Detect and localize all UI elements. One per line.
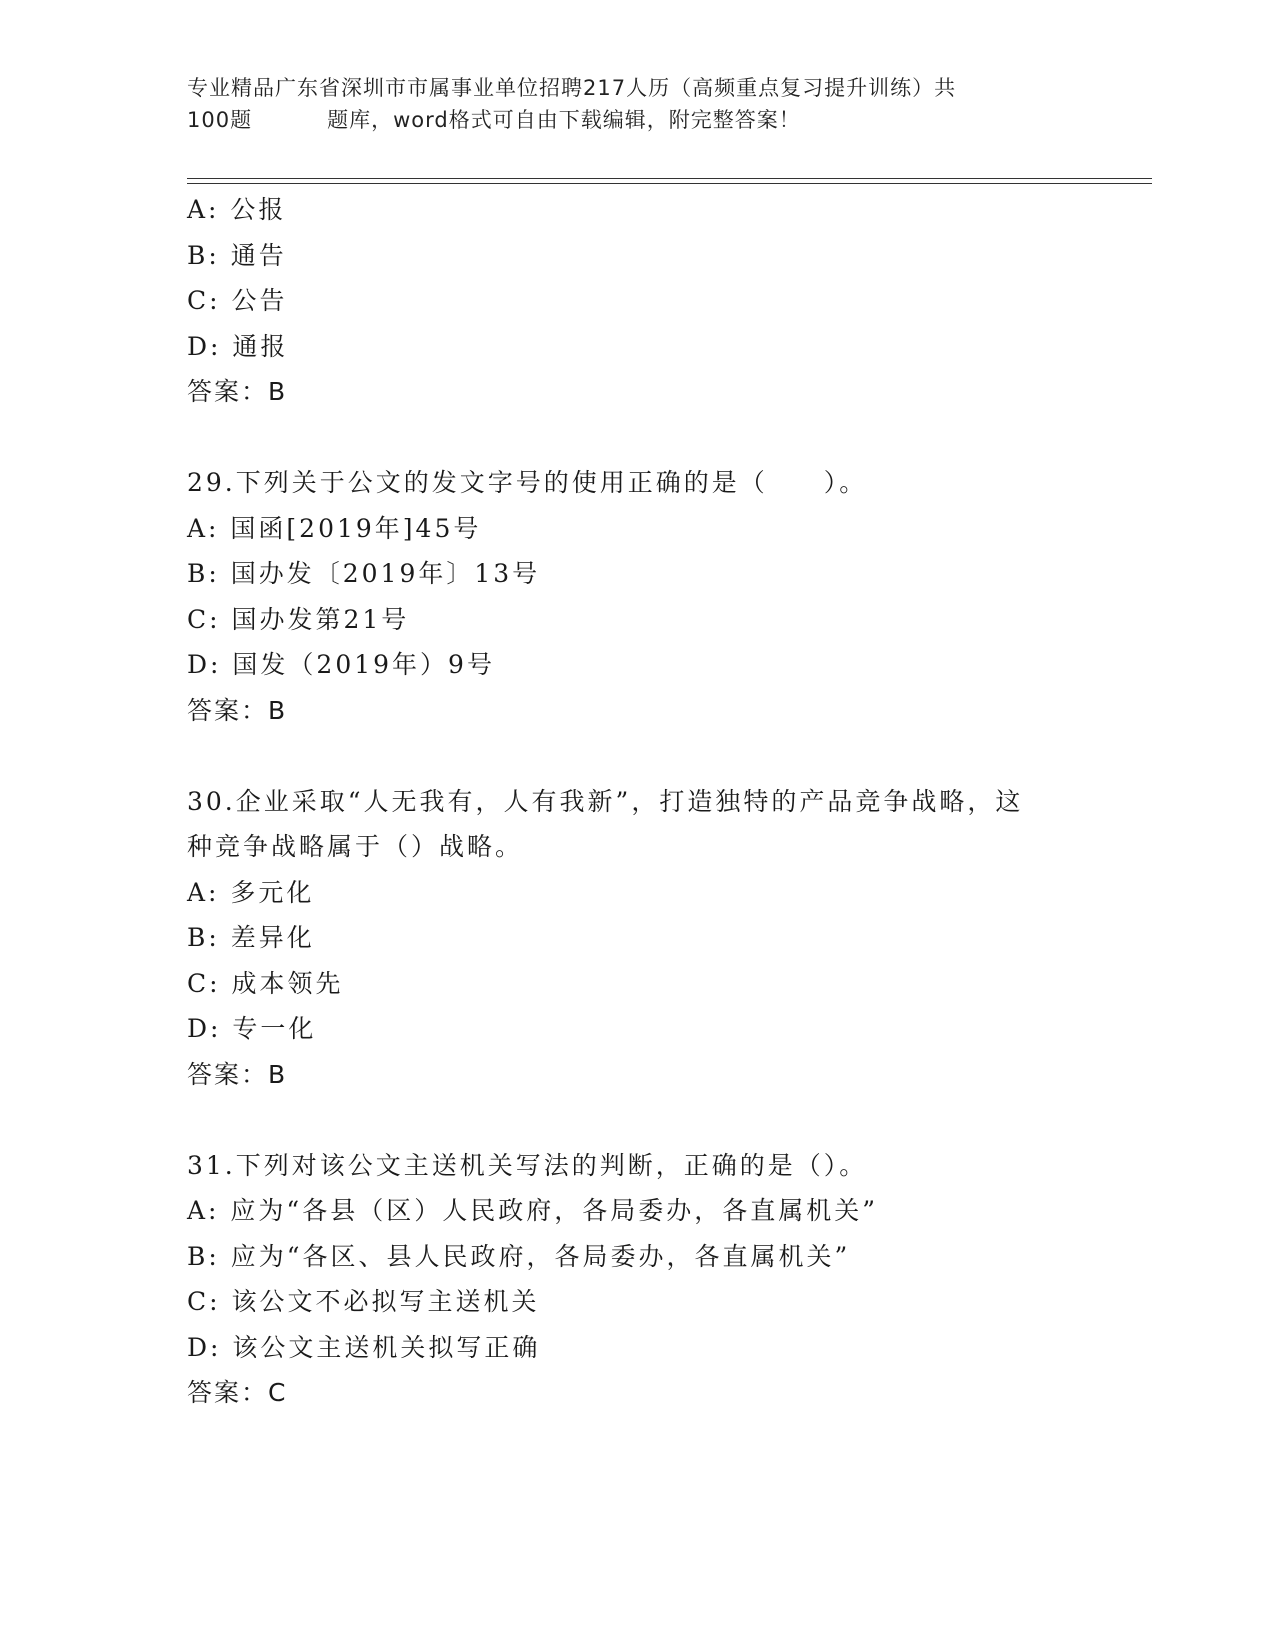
question-30-text-line2: 种竞争战略属于（）战略。 bbox=[187, 832, 524, 861]
question-30-option-c: C: 成本领先 bbox=[187, 968, 344, 998]
header-question-count: 100题 bbox=[187, 108, 253, 132]
question-29-text: 29.下列关于公文的发文字号的使用正确的是（ ）。 bbox=[187, 468, 868, 497]
question-29-option-a: A: 国函[2019年]45号 bbox=[187, 513, 482, 543]
question-31-option-c: C: 该公文不必拟写主送机关 bbox=[187, 1287, 540, 1316]
question-31-answer: 答案：C bbox=[187, 1378, 288, 1407]
header-title-line1: 专业精品广东省深圳市市属事业单位招聘217人历（高频重点复习提升训练）共 bbox=[187, 76, 957, 100]
question-30-answer: 答案：B bbox=[187, 1059, 288, 1089]
question-30-option-a: A: 多元化 bbox=[187, 877, 315, 907]
page-header bbox=[187, 72, 1067, 136]
header-divider-top bbox=[187, 178, 1152, 179]
question-list bbox=[187, 187, 1087, 1416]
question-29-option-b: B: 国办发〔2019年〕13号 bbox=[187, 559, 541, 588]
question-28-option-b: B: 通告 bbox=[187, 240, 287, 270]
header-title-line2 bbox=[187, 104, 1067, 136]
question-31-option-a: A: 应为“各县（区）人民政府，各局委办，各直属机关” bbox=[187, 1196, 878, 1225]
header-description: 题库，word格式可自由下载编辑，附完整答案！ bbox=[327, 108, 801, 132]
question-31-option-b: B: 应为“各区、县人民政府，各局委办，各直属机关” bbox=[187, 1241, 851, 1271]
question-30-option-b: B: 差异化 bbox=[187, 923, 315, 952]
header-divider-bottom bbox=[187, 183, 1152, 184]
question-28-option-d: D: 通报 bbox=[187, 331, 289, 361]
question-28-option-c: C: 公告 bbox=[187, 286, 288, 315]
question-29-option-c: C: 国办发第21号 bbox=[187, 604, 410, 634]
question-29-answer: 答案：B bbox=[187, 695, 288, 725]
question-31-text: 31.下列对该公文主送机关写法的判断，正确的是（）。 bbox=[187, 1150, 868, 1180]
question-30-option-d: D: 专一化 bbox=[187, 1014, 317, 1043]
question-30-text-line1: 30.企业采取“人无我有，人有我新”，打造独特的产品竞争战略，这 bbox=[187, 786, 1024, 816]
question-29-option-d: D: 国发（2019年）9号 bbox=[187, 650, 495, 679]
question-28-answer: 答案：B bbox=[187, 377, 288, 406]
question-28-option-a: A: 公报 bbox=[187, 195, 287, 224]
question-31-option-d: D: 该公文主送机关拟写正确 bbox=[187, 1332, 541, 1362]
